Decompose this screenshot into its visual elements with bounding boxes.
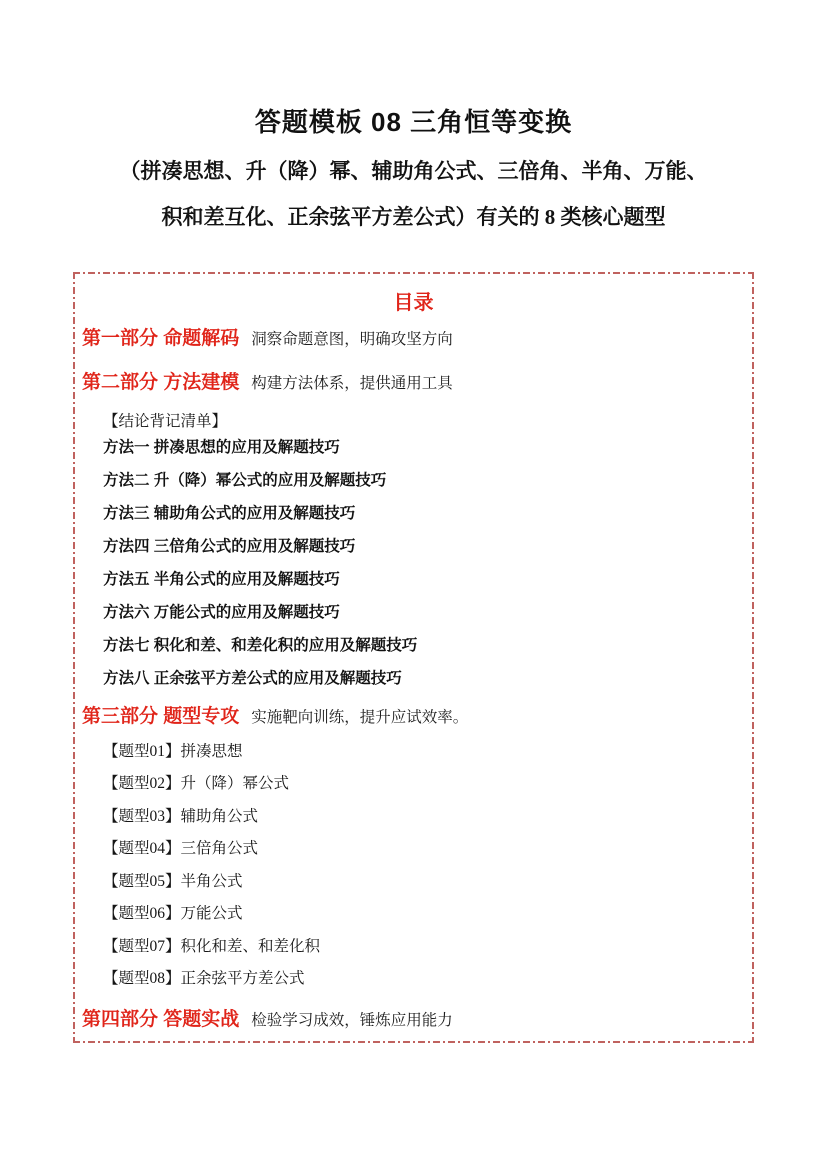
toc-part-3-desc: 实施靶向训练，提升应试效率。: [251, 709, 469, 726]
toc-method-5: 方法五 半角公式的应用及解题技巧: [103, 571, 340, 588]
toc-heading: 目录: [393, 292, 434, 314]
toc-part-2-desc: 构建方法体系，提供通用工具: [251, 375, 453, 392]
toc-method-3: 方法三 辅助角公式的应用及解题技巧: [103, 505, 356, 522]
toc-part-1-label: 第一部分 命题解码: [82, 328, 240, 349]
toc-part-1-desc: 洞察命题意图，明确攻坚方向: [251, 331, 453, 348]
toc-box: [73, 272, 754, 1043]
subtitle-line-2: 积和差互化、正余弦平方差公式）有关的 8 类核心题型: [161, 205, 666, 229]
toc-checklist-label: 【结论背记清单】: [103, 413, 228, 430]
toc-question-type-1: 【题型01】拼凑思想: [103, 743, 243, 760]
toc-method-7: 方法七 积化和差、和差化积的应用及解题技巧: [103, 637, 418, 654]
toc-part-4: [82, 1007, 453, 1034]
toc-question-type-6: 【题型06】万能公式: [103, 905, 243, 922]
toc-part-3-label: 第三部分 题型专攻: [82, 706, 240, 727]
toc-question-type-3: 【题型03】辅助角公式: [103, 808, 259, 825]
toc-part-2: [82, 370, 453, 397]
toc-question-type-2: 【题型02】升（降）幂公式: [103, 775, 290, 792]
toc-part-4-label: 第四部分 答题实战: [82, 1009, 240, 1030]
toc-method-2: 方法二 升（降）幂公式的应用及解题技巧: [103, 472, 387, 489]
page-title: 答题模板 08 三角恒等变换: [254, 107, 573, 137]
toc-question-type-8: 【题型08】正余弦平方差公式: [103, 970, 305, 987]
toc-method-8: 方法八 正余弦平方差公式的应用及解题技巧: [103, 670, 402, 687]
toc-method-1: 方法一 拼凑思想的应用及解题技巧: [103, 439, 340, 456]
toc-method-4: 方法四 三倍角公式的应用及解题技巧: [103, 538, 356, 555]
toc-question-type-4: 【题型04】三倍角公式: [103, 840, 259, 857]
toc-part-1: [82, 326, 453, 353]
toc-question-type-7: 【题型07】积化和差、和差化积: [103, 938, 321, 955]
toc-question-type-5: 【题型05】半角公式: [103, 873, 243, 890]
toc-part-2-label: 第二部分 方法建模: [82, 372, 240, 393]
subtitle-line-1: （拼凑思想、升（降）幂、辅助角公式、三倍角、半角、万能、: [119, 159, 708, 183]
toc-part-4-desc: 检验学习成效，锤炼应用能力: [251, 1012, 453, 1029]
toc-method-6: 方法六 万能公式的应用及解题技巧: [103, 604, 340, 621]
page-subtitle: [0, 148, 827, 240]
toc-part-3: [82, 704, 468, 731]
